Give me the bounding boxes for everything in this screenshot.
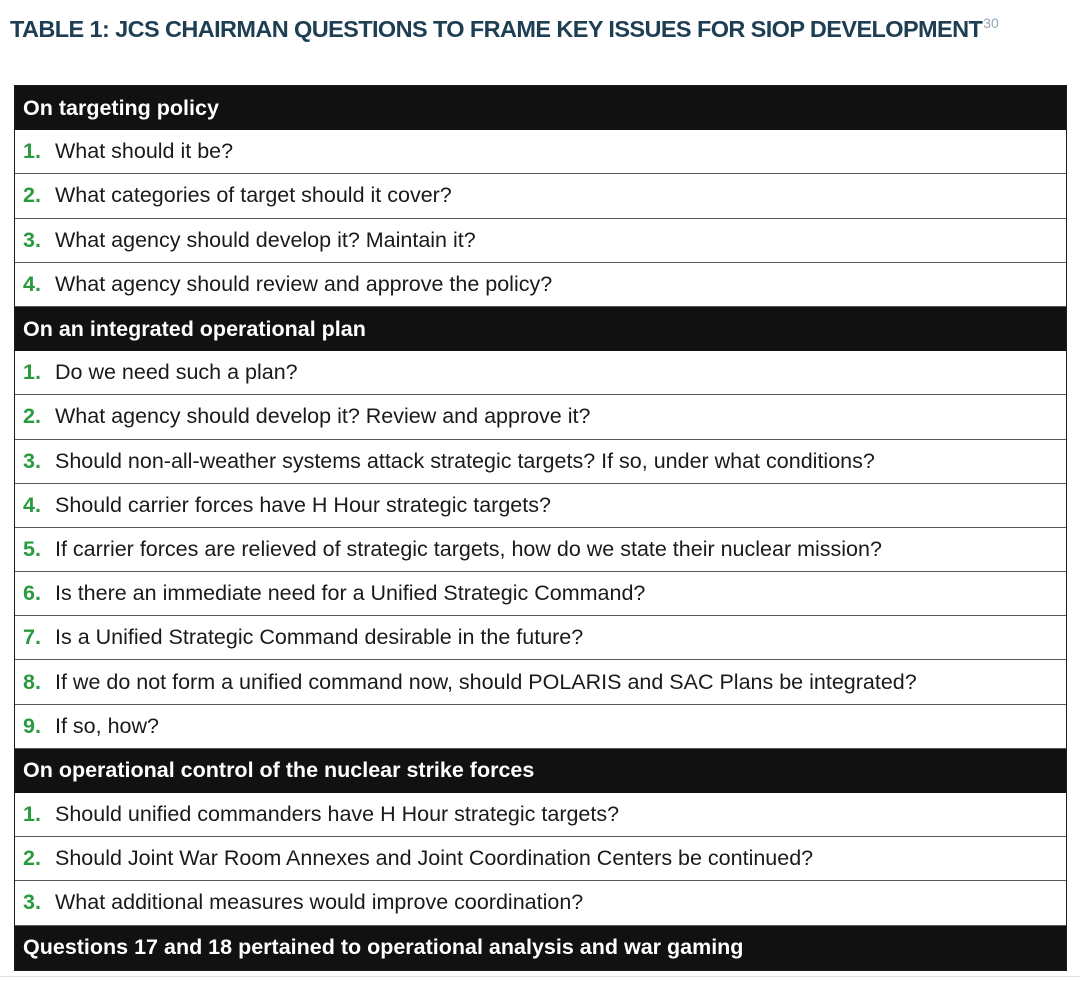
row-text: If we do not form a unified command now, should POLARIS and SAC Plans be integrated? — [55, 669, 917, 694]
table-row — [15, 219, 1066, 263]
row-text: Is there an immediate need for a Unified Strategic Command? — [55, 581, 646, 606]
row-text: What agency should develop it? Review and approve it? — [55, 404, 591, 429]
table-row — [15, 837, 1066, 881]
table-row — [15, 793, 1066, 837]
row-number: 1. — [23, 139, 41, 164]
table-row — [15, 395, 1066, 439]
row-number: 2. — [23, 404, 41, 429]
row-number: 3. — [23, 448, 41, 473]
table-row — [15, 263, 1066, 307]
table-row — [15, 705, 1066, 749]
row-text: What agency should review and approve the policy? — [55, 271, 553, 296]
row-number: 7. — [23, 625, 41, 650]
row-number: 1. — [23, 802, 41, 827]
table-row — [15, 881, 1066, 925]
table-footer-note: Questions 17 and 18 pertained to operational analysis and war gaming — [15, 926, 1066, 970]
table-row — [15, 572, 1066, 616]
row-text: What should it be? — [55, 139, 234, 164]
table-row — [15, 660, 1066, 704]
row-text: What categories of target should it cover? — [55, 183, 452, 208]
bottom-divider — [0, 976, 1080, 977]
table-row — [15, 484, 1066, 528]
table-row — [15, 174, 1066, 218]
issues-table — [14, 85, 1067, 971]
row-number: 4. — [23, 271, 41, 296]
row-text: Do we need such a plan? — [55, 360, 298, 385]
row-text: What agency should develop it? Maintain it? — [55, 227, 476, 252]
row-number: 2. — [23, 846, 41, 871]
row-text: If carrier forces are relieved of strategic targets, how do we state their nuclear mission? — [55, 536, 882, 561]
table-row — [15, 130, 1066, 174]
section-header-integrated-plan: On an integrated operational plan — [15, 307, 1066, 351]
row-text: If so, how? — [55, 713, 159, 738]
row-text: Should non-all-weather systems attack strategic targets? If so, under what conditions? — [55, 448, 875, 473]
row-number: 3. — [23, 890, 41, 915]
section-header-targeting-policy: On targeting policy — [15, 86, 1066, 130]
table-row — [15, 616, 1066, 660]
table-row — [15, 440, 1066, 484]
row-text: Should Joint War Room Annexes and Joint Coordination Centers be continued? — [55, 846, 814, 871]
row-number: 8. — [23, 669, 41, 694]
table-row — [15, 351, 1066, 395]
section-header-operational-control: On operational control of the nuclear strike forces — [15, 749, 1066, 793]
row-number: 4. — [23, 492, 41, 517]
row-number: 9. — [23, 713, 41, 738]
row-text: Is a Unified Strategic Command desirable in the future? — [55, 625, 584, 650]
footnote-marker: 30 — [983, 15, 999, 31]
row-text: Should carrier forces have H Hour strategic targets? — [55, 492, 551, 517]
row-number: 1. — [23, 360, 41, 385]
page-title-text: TABLE 1: JCS CHAIRMAN QUESTIONS TO FRAME KEY ISSUES FOR SIOP DEVELOPMENT — [10, 16, 983, 42]
page-title — [10, 14, 999, 44]
row-number: 3. — [23, 227, 41, 252]
row-text: What additional measures would improve coordination? — [55, 890, 584, 915]
table-row — [15, 528, 1066, 572]
row-number: 2. — [23, 183, 41, 208]
row-number: 6. — [23, 581, 41, 606]
row-number: 5. — [23, 536, 41, 561]
row-text: Should unified commanders have H Hour strategic targets? — [55, 802, 620, 827]
